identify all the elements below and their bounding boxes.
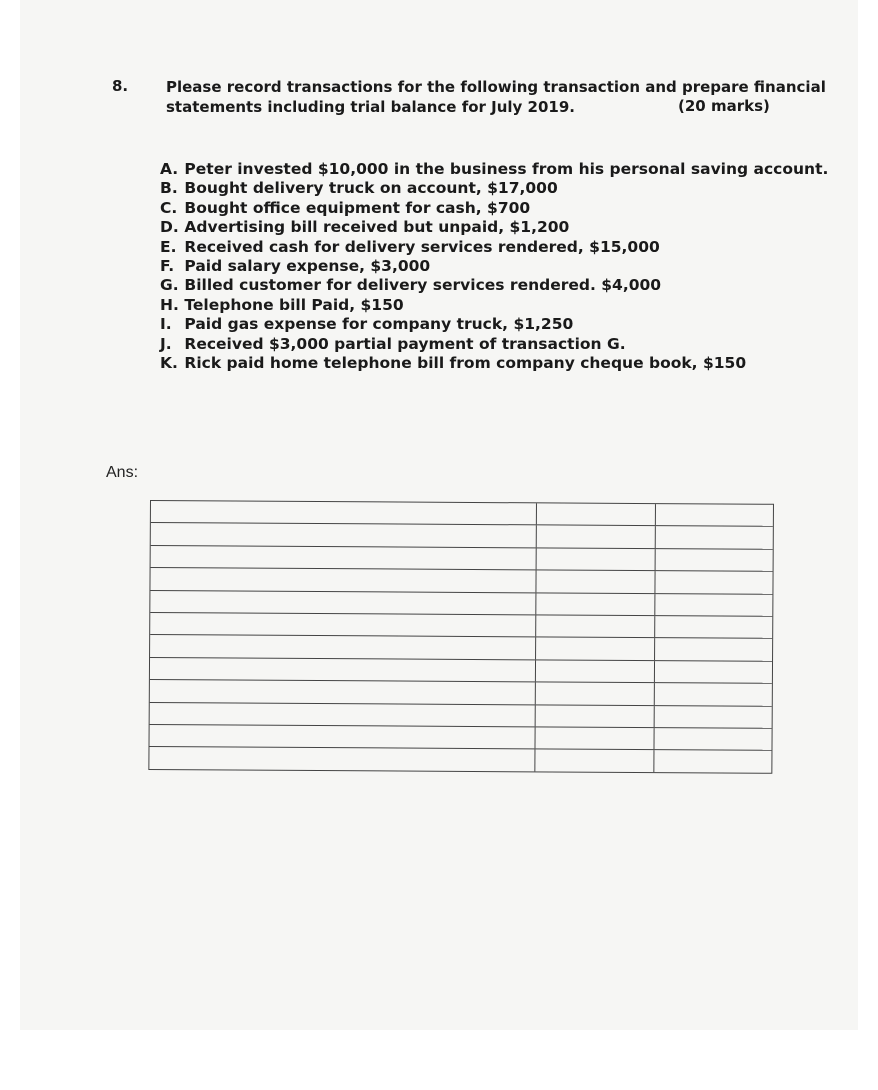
transaction-item <box>160 335 828 354</box>
table-cell-credit <box>654 728 771 750</box>
table-cell-credit <box>655 638 772 660</box>
table-cell-credit <box>656 526 773 548</box>
transaction-text: Bought office equipment for cash, $700 <box>184 198 531 217</box>
transaction-text: Telephone bill Paid, $150 <box>184 295 404 314</box>
answer-table <box>148 500 774 773</box>
transaction-text: Advertising bill received but unpaid, $1,200 <box>184 218 570 237</box>
table-cell-account <box>150 568 536 592</box>
transaction-label: G. <box>160 276 179 295</box>
transaction-label: D. <box>160 218 179 237</box>
exam-page <box>20 0 858 1030</box>
table-cell-account <box>150 703 536 727</box>
table-cell-account <box>149 725 535 749</box>
table-cell-credit <box>655 616 772 638</box>
transaction-item <box>160 199 828 218</box>
question-text: Please record transactions for the following transaction and prepare financial statements including trial balance for July 2019. <box>166 78 826 116</box>
transaction-item <box>160 315 828 334</box>
transaction-item <box>160 179 828 198</box>
transaction-item <box>160 238 828 257</box>
table-cell-debit <box>535 750 654 772</box>
transaction-item <box>160 160 828 179</box>
question-marks: (20 marks) <box>678 97 770 115</box>
table-cell-account <box>150 591 536 615</box>
table-cell-debit <box>536 660 655 682</box>
transaction-text: Peter invested $10,000 in the business from his personal saving account. <box>184 160 829 178</box>
transaction-item <box>160 218 828 237</box>
table-cell-credit <box>655 706 772 728</box>
table-row <box>149 747 771 772</box>
transaction-list <box>160 160 828 373</box>
transaction-text: Received cash for delivery services rendered, $15,000 <box>184 237 660 256</box>
transaction-text: Rick paid home telephone bill from company cheque book, $150 <box>184 354 747 373</box>
question-number: 8. <box>112 77 129 95</box>
table-cell-debit <box>535 727 654 749</box>
transaction-label: H. <box>160 295 179 314</box>
transaction-label: K. <box>160 354 178 373</box>
transaction-item <box>160 276 828 295</box>
table-cell-account <box>151 501 537 525</box>
table-cell-account <box>149 747 535 771</box>
transaction-item <box>160 257 828 276</box>
answer-label: Ans: <box>106 464 139 481</box>
transaction-text: Paid salary expense, $3,000 <box>184 257 431 276</box>
table-cell-debit <box>536 682 655 704</box>
transaction-item <box>160 354 828 373</box>
table-cell-credit <box>655 661 772 683</box>
transaction-text: Bought delivery truck on account, $17,000 <box>184 179 558 198</box>
table-cell-account <box>150 680 536 704</box>
transaction-label: B. <box>160 179 178 198</box>
transaction-label: C. <box>160 198 178 217</box>
table-cell-account <box>150 613 536 637</box>
table-cell-credit <box>655 571 772 593</box>
table-cell-account <box>150 658 536 682</box>
table-cell-debit <box>537 526 656 548</box>
transaction-item <box>160 296 828 315</box>
transaction-label: J. <box>160 334 172 353</box>
transaction-label: E. <box>160 237 177 256</box>
table-cell-debit <box>536 638 655 660</box>
table-cell-account <box>151 546 537 570</box>
table-cell-account <box>151 523 537 547</box>
transaction-label: A. <box>160 160 179 178</box>
table-cell-credit <box>655 683 772 705</box>
transaction-text: Billed customer for delivery services rendered. $4,000 <box>184 276 662 295</box>
table-cell-credit <box>654 750 771 772</box>
table-cell-debit <box>536 593 655 615</box>
table-cell-credit <box>655 594 772 616</box>
table-cell-debit <box>536 571 655 593</box>
table-cell-debit <box>536 705 655 727</box>
transaction-label: F. <box>160 257 175 276</box>
table-cell-debit <box>536 615 655 637</box>
table-cell-credit <box>656 504 773 526</box>
transaction-text: Paid gas expense for company truck, $1,250 <box>184 315 574 334</box>
table-cell-debit <box>537 548 656 570</box>
transaction-text: Received $3,000 partial payment of transaction G. <box>184 334 626 353</box>
table-cell-debit <box>537 503 656 525</box>
table-cell-credit <box>656 549 773 571</box>
table-cell-account <box>150 635 536 659</box>
transaction-label: I. <box>160 315 172 334</box>
